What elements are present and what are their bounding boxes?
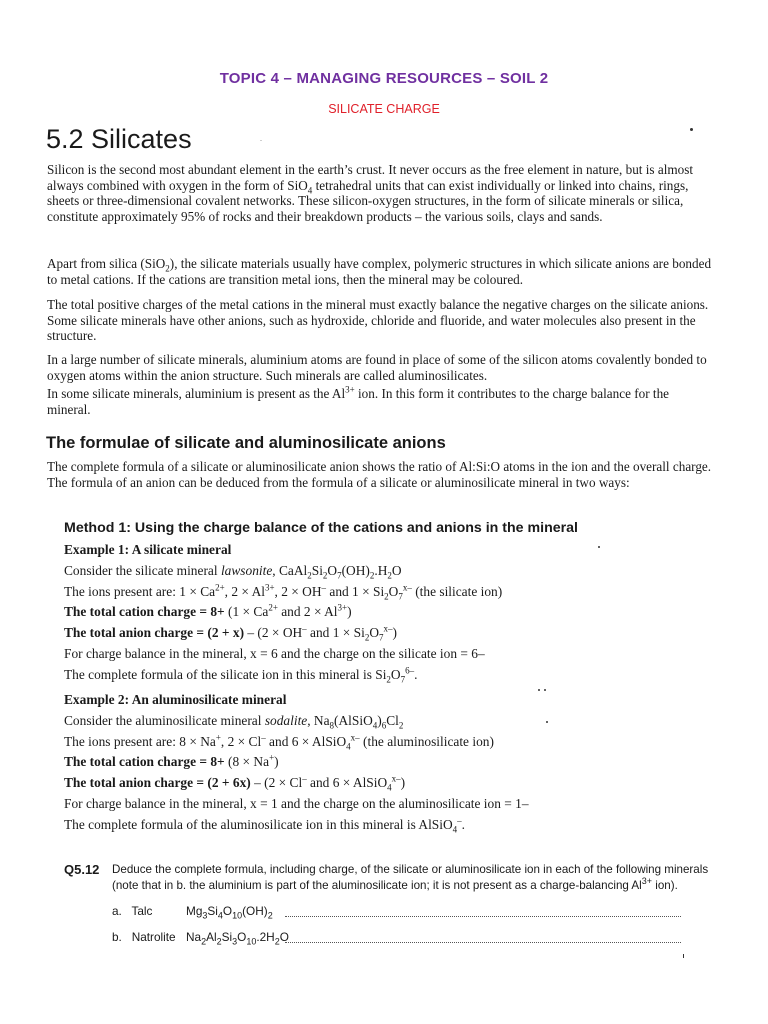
example-1-heading: Example 1: A silicate mineral [64,542,232,557]
question-number: Q5.12 [64,862,100,877]
page-speck-5 [546,721,548,723]
answer-line-a[interactable] [285,916,681,917]
paragraph-5: In some silicate minerals, aluminium is present as the $Al^{3+}$ ion. In this form it contributes to the charge balance for the mineral. [47,384,670,417]
page-speck [690,128,693,131]
topic-heading: TOPIC 4 – MANAGING RESOURCES – SOIL 2 [219,70,549,87]
example-1-consider: Consider the silicate mineral lawsonite, $CaAl_2Si_2O_7(OH)_2.H_2O$ [64,562,402,581]
example-2-anion-charge: The total anion charge = (2 + 6x) – (2 × Cl– and 6 × AlSiO$_4^{x-}$) [64,773,406,793]
question-text: Deduce the complete formula, including charge, of the silicate or aluminosilicate ion in each of the following minerals (note that in b. the aluminium is part of the aluminosilicate ion; it is not present as a charge-balancing $Al^{3+}$ ion). [112,863,709,892]
example-2-ions: The ions present are: 8 × Na+, 2 × Cl– and 6 × AlSiO$_4^{x-}$ (the aluminosilicate ion) [64,732,494,752]
example-2-heading: Example 2: An aluminosilicate mineral [64,692,287,707]
page-speck-4 [544,689,546,691]
question-item-b-formula: $Na_2Al_2Si_3O_{10}.2H_2O$ [186,930,289,947]
formulae-intro: The complete formula of a silicate or aluminosilicate anion shows the ratio of Al:Si:O atoms in the ion and the overall charge. The formula of an anion can be deduced from the formula of a silicate or aluminosilicate mineral in two ways: [47,459,712,490]
example-2-complete: The complete formula of the aluminosilicate ion in this mineral is AlSiO$_4$–. [64,815,465,835]
paragraph-3: The total positive charges of the metal cations in the mineral must exactly balance the negative charges on the silicate anions. Some silicate minerals have other anions, such as hydroxide, chloride and fluoride, and water molecules also present in the structure. [47,297,709,344]
example-1 [64,540,704,686]
paragraph-4: In a large number of silicate minerals, aluminium atoms are found in place of some of the silicon atoms covalently bonded to oxygen atoms within the anion structure. Such minerals are called aluminosilicates. [47,352,707,383]
paragraph-1: Silicon is the second most abundant element in the earth’s crust. It never occurs as the free element in nature, but is almost always combined with oxygen in the form of SiO$_4$ tetrahedral units that can exist individually or linked into chains, rings, sheets or three-dimensional covalent networks. These silicon-oxygen structures, in the form of silicate minerals or silica, constitute approximately 95% of rocks and their breakdown products – the various soils, clays and sands. [47,162,694,224]
example-1-cation-charge: The total cation charge = $8+ (1 \times Ca^{2+}$ and $2 \times Al^{3+}$) [64,602,352,620]
formulae-heading: The formulae of silicate and aluminosilicate anions [46,434,446,452]
scan-mark [260,140,262,141]
section-title: 5.2 Silicates [46,124,192,154]
example-1-ions: The ions present are: $1 \times Ca^{2+}$, $2 \times Al^{3+}$, 2 × OH– and $1 \times Si_2O_7^{x-}$ (the silicate ion) [64,582,503,602]
page-speck-3 [538,689,540,691]
example-2 [64,690,704,836]
question-item-b: b. Natrolite [112,930,176,944]
example-1-anion-charge: The total anion charge = (2 + x) – (2 × OH– and $1 \times Si_2O_7^{x-}$) [64,623,397,643]
subtopic-heading: SILICATE CHARGE [328,102,440,116]
example-2-cation-charge: The total cation charge = 8+ (8 × Na+) [64,752,279,770]
question-item-a: a. Talc [112,904,153,918]
example-2-consider: Consider the aluminosilicate mineral sodalite, $Na_8(AlSiO_4)_6Cl_2$ [64,712,404,731]
method-1-heading: Method 1: Using the charge balance of the cations and anions in the mineral [64,520,578,536]
paragraph-2: Apart from silica (SiO$_2$), the silicate materials usually have complex, polymeric structures in which silicate anions are bonded to metal cations. If the cations are transition metal ions, then the mineral may be coloured. [47,256,712,287]
example-1-balance: For charge balance in the mineral, x = 6 and the charge on the silicate ion = 6– [64,645,485,661]
page-speck-6 [683,954,684,958]
question-item-a-formula: $Mg_3Si_4O_{10}(OH)_2$ [186,904,273,921]
answer-line-b[interactable] [285,942,681,943]
example-1-complete: The complete formula of the silicate ion in this mineral is $Si_2O_7^{6-}$. [64,665,418,685]
example-2-balance: For charge balance in the mineral, x = 1 and the charge on the aluminosilicate ion = 1– [64,795,529,811]
